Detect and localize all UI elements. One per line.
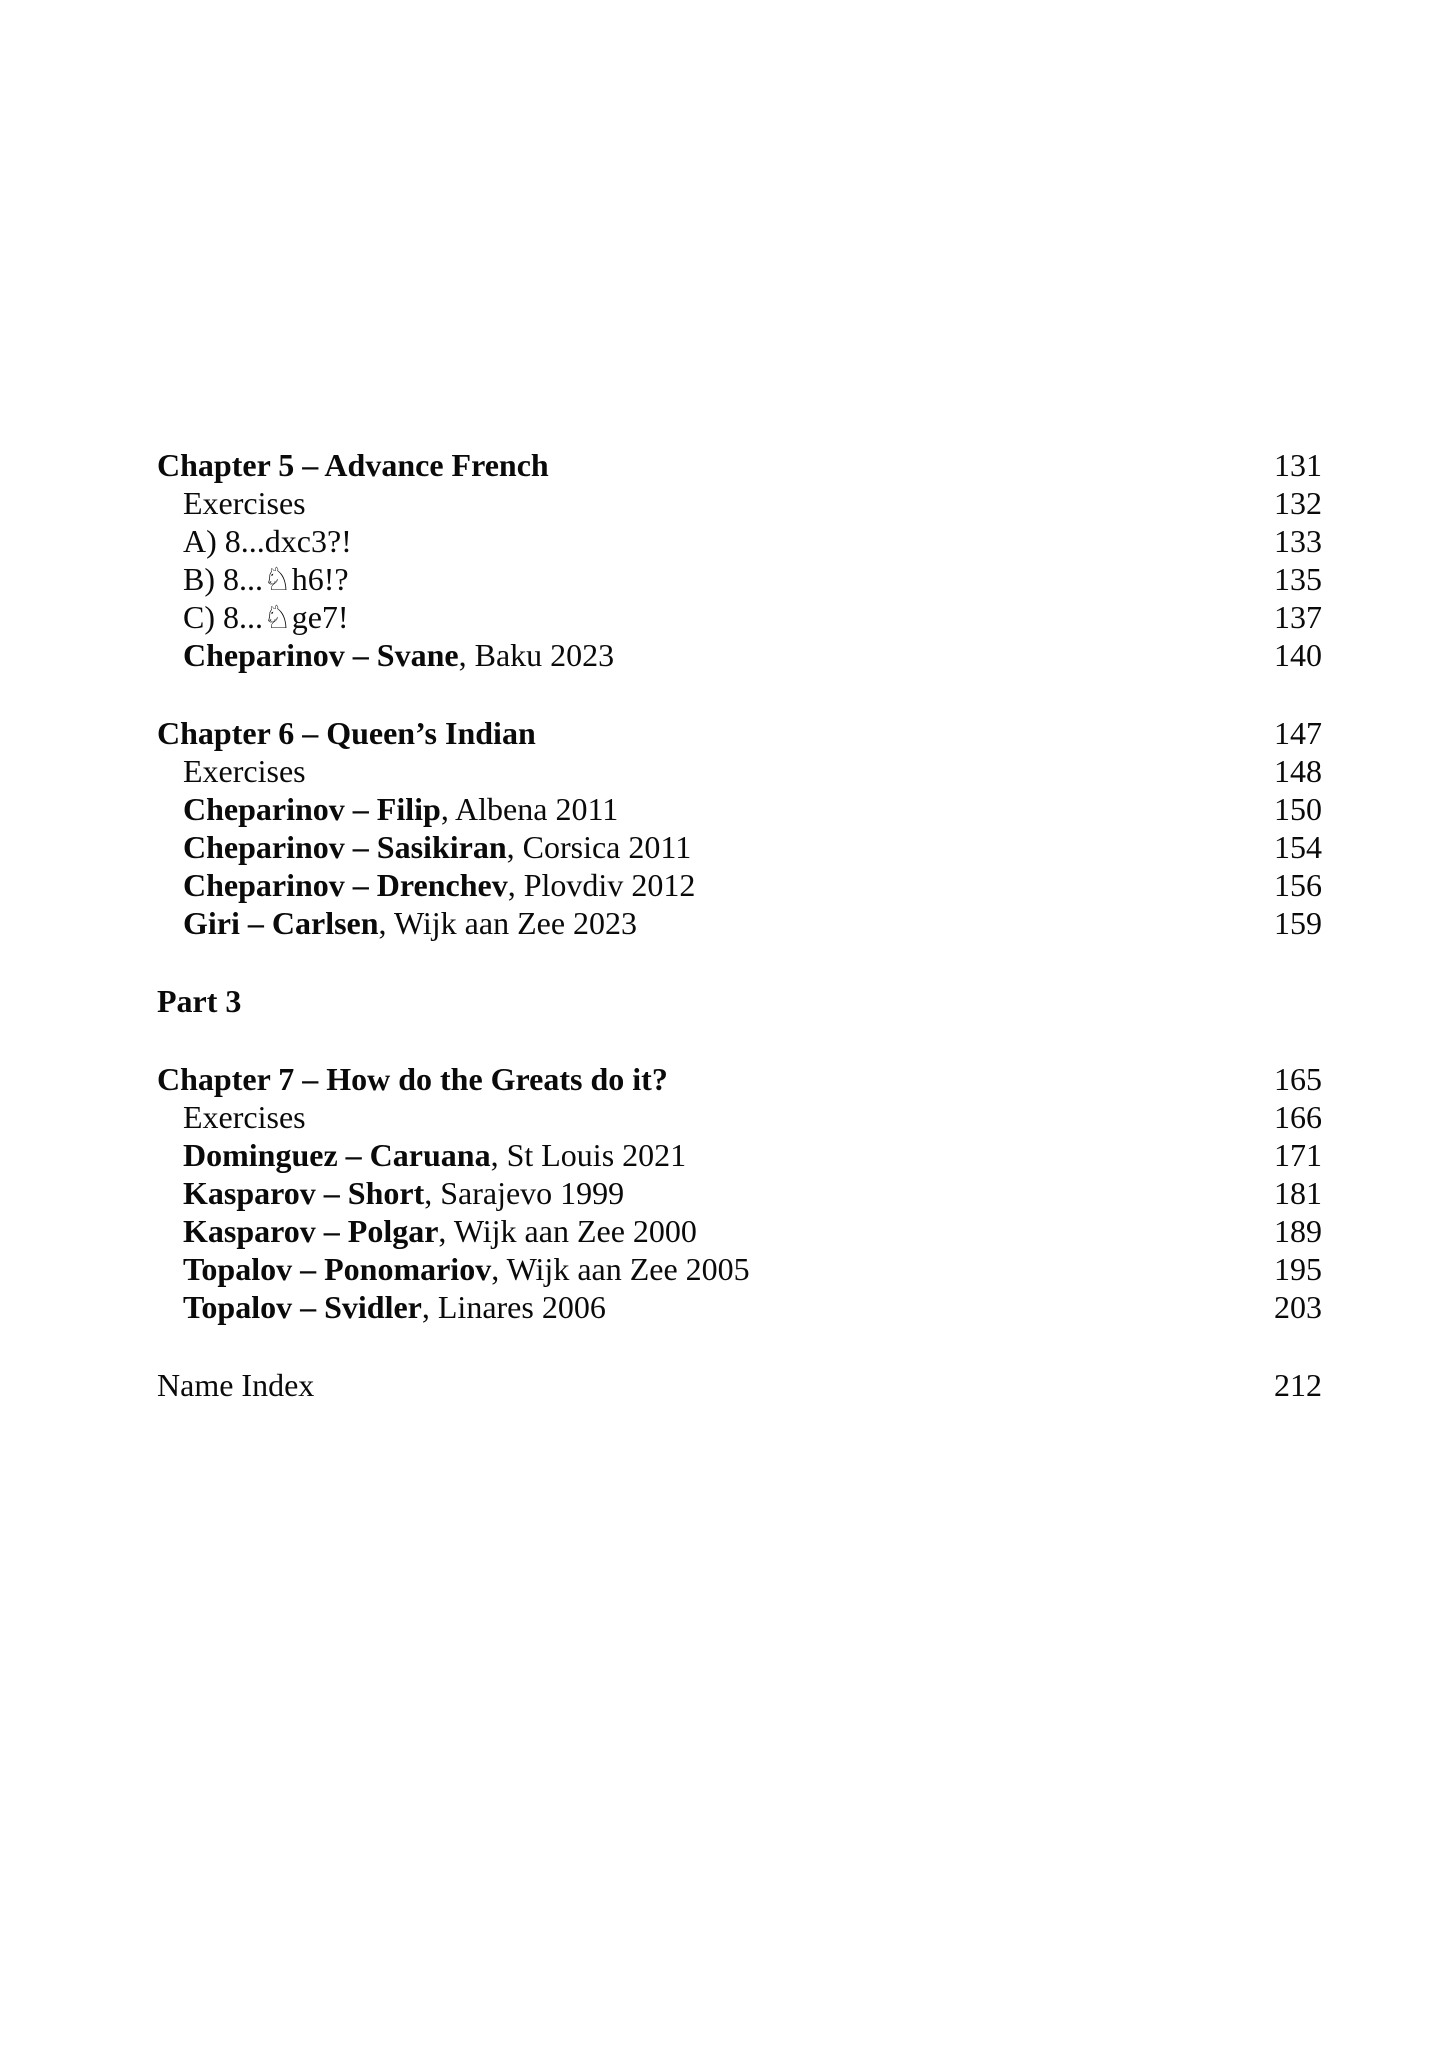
section-title: Name Index xyxy=(157,1367,315,1403)
entry-players: Cheparinov – Sasikiran xyxy=(183,829,507,865)
entry-page-number: 132 xyxy=(1274,485,1322,521)
entry-page-number: 181 xyxy=(1274,1175,1322,1211)
entry-text: , Albena 2011 xyxy=(440,791,619,827)
toc-entry-row xyxy=(157,1288,1322,1326)
toc-entry-row xyxy=(157,522,1322,560)
entry-label xyxy=(183,1212,697,1250)
toc-entry-row xyxy=(157,790,1322,828)
entry-label xyxy=(183,484,306,522)
toc-section xyxy=(157,1366,1322,1404)
toc-heading-row xyxy=(157,1060,1322,1098)
entry-text: B) 8...♘h6!? xyxy=(183,561,349,597)
entry-text: , Sarajevo 1999 xyxy=(424,1175,625,1211)
entry-text: Exercises xyxy=(183,485,306,521)
entry-page-number: 135 xyxy=(1274,561,1322,597)
entry-text: A) 8...dxc3?! xyxy=(183,523,352,559)
section-page-number: 131 xyxy=(1274,447,1322,483)
entry-page-number: 195 xyxy=(1274,1251,1322,1287)
entry-page-number: 148 xyxy=(1274,753,1322,789)
entry-label xyxy=(183,522,352,560)
toc-entry-row xyxy=(157,828,1322,866)
entry-players: Cheparinov – Svane xyxy=(183,637,459,673)
entry-label xyxy=(183,1288,606,1326)
toc-entry-row xyxy=(157,1136,1322,1174)
entry-label xyxy=(183,828,691,866)
section-page-number: 165 xyxy=(1274,1061,1322,1097)
toc-entry-row xyxy=(157,560,1322,598)
toc-section xyxy=(157,446,1322,674)
section-title: Chapter 7 – How do the Greats do it? xyxy=(157,1061,668,1097)
section-title: Chapter 6 – Queen’s Indian xyxy=(157,715,536,751)
entry-page-number: 137 xyxy=(1274,599,1322,635)
entry-text: Exercises xyxy=(183,1099,306,1135)
toc-section xyxy=(157,982,1322,1020)
entry-players: Cheparinov – Drenchev xyxy=(183,867,508,903)
entry-label xyxy=(183,1098,306,1136)
entry-label xyxy=(183,1250,750,1288)
entry-page-number: 189 xyxy=(1274,1213,1322,1249)
toc-heading-row xyxy=(157,982,1322,1020)
toc-entry-row xyxy=(157,1174,1322,1212)
entry-page-number: 133 xyxy=(1274,523,1322,559)
entry-text: C) 8...♘ge7! xyxy=(183,599,349,635)
toc-entry-row xyxy=(157,484,1322,522)
section-title: Chapter 5 – Advance French xyxy=(157,447,549,483)
toc-entry-row xyxy=(157,1098,1322,1136)
toc-entry-row xyxy=(157,636,1322,674)
entry-text: , Wijk aan Zee 2005 xyxy=(491,1251,750,1287)
entry-text: , St Louis 2021 xyxy=(490,1137,687,1173)
entry-label xyxy=(183,904,637,942)
entry-label xyxy=(183,636,614,674)
entry-players: Cheparinov – Filip xyxy=(183,791,441,827)
toc-heading-row xyxy=(157,714,1322,752)
toc-entry-row xyxy=(157,1250,1322,1288)
entry-page-number: 171 xyxy=(1274,1137,1322,1173)
entry-page-number: 140 xyxy=(1274,637,1322,673)
entry-label xyxy=(183,1136,686,1174)
entry-page-number: 156 xyxy=(1274,867,1322,903)
entry-text: , Wijk aan Zee 2023 xyxy=(378,905,638,941)
toc-entry-row xyxy=(157,904,1322,942)
entry-players: Dominguez – Caruana xyxy=(183,1137,491,1173)
entry-players: Kasparov – Short xyxy=(183,1175,425,1211)
toc-heading-row xyxy=(157,1366,1322,1404)
entry-label xyxy=(183,752,306,790)
entry-label xyxy=(183,1174,624,1212)
entry-text: , Plovdiv 2012 xyxy=(507,867,696,903)
entry-label xyxy=(183,560,349,598)
entry-text: , Corsica 2011 xyxy=(506,829,692,865)
entry-label xyxy=(183,790,618,828)
entry-page-number: 154 xyxy=(1274,829,1322,865)
entry-page-number: 203 xyxy=(1274,1289,1322,1325)
toc-entry-row xyxy=(157,1212,1322,1250)
entry-text: , Wijk aan Zee 2000 xyxy=(438,1213,697,1249)
entry-page-number: 159 xyxy=(1274,905,1322,941)
toc-entry-row xyxy=(157,598,1322,636)
toc-entry-row xyxy=(157,866,1322,904)
toc-section xyxy=(157,1060,1322,1326)
section-page-number: 147 xyxy=(1274,715,1322,751)
entry-players: Giri – Carlsen xyxy=(183,905,379,941)
entry-label xyxy=(183,866,695,904)
entry-label xyxy=(183,598,349,636)
entry-players: Kasparov – Polgar xyxy=(183,1213,439,1249)
toc-heading-row xyxy=(157,446,1322,484)
table-of-contents xyxy=(157,446,1322,1444)
entry-text: , Linares 2006 xyxy=(421,1289,606,1325)
toc-entry-row xyxy=(157,752,1322,790)
entry-page-number: 166 xyxy=(1274,1099,1322,1135)
toc-section xyxy=(157,714,1322,942)
entry-text: Exercises xyxy=(183,753,306,789)
entry-page-number: 150 xyxy=(1274,791,1322,827)
entry-text: , Baku 2023 xyxy=(458,637,615,673)
section-page-number: 212 xyxy=(1274,1367,1322,1403)
entry-players: Topalov – Svidler xyxy=(183,1289,422,1325)
section-title: Part 3 xyxy=(157,983,242,1019)
entry-players: Topalov – Ponomariov xyxy=(183,1251,492,1287)
